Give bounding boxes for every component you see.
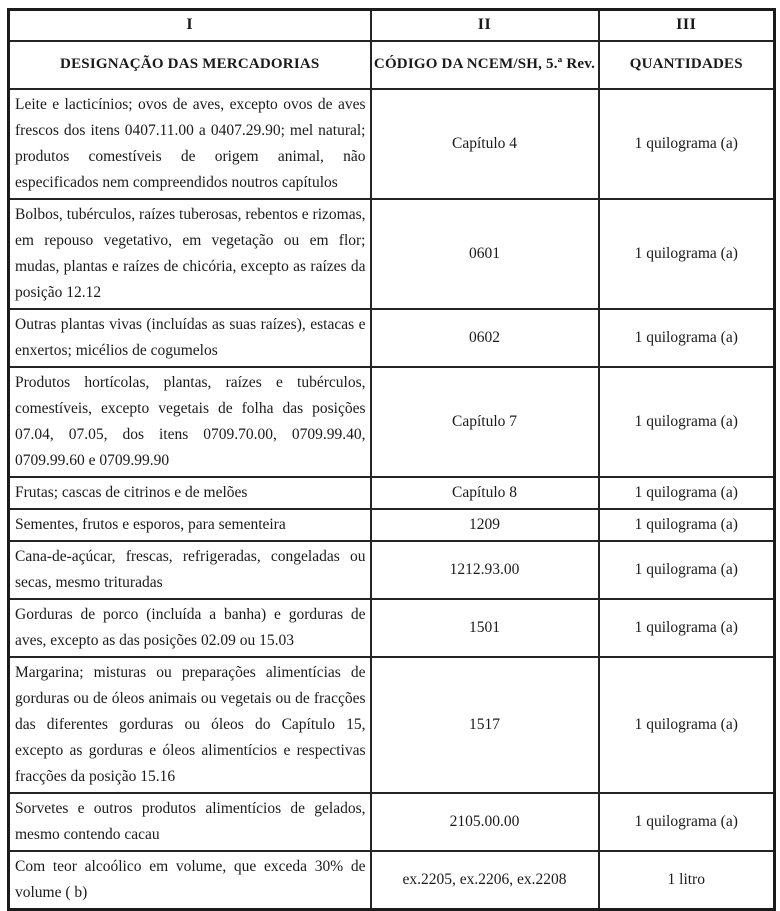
table-row	[9, 89, 775, 199]
quantity-cell: 1 quilograma (a)	[599, 509, 775, 541]
code-column-header: CÓDIGO DA NCEM/SH, 5.ª Rev.	[371, 41, 599, 89]
column-number-iii: III	[599, 10, 775, 41]
designation-cell: Sementes, frutos e esporos, para sementeira	[9, 509, 371, 541]
table-body	[9, 89, 775, 910]
table-row	[9, 541, 775, 599]
designation-cell: Produtos hortícolas, plantas, raízes e tubérculos, comestíveis, excepto vegetais de folha das posições 07.04, 07.05, dos itens 0709.70.00, 0709.99.40, 0709.99.60 e 0709.99.90	[9, 367, 371, 477]
table-row	[9, 599, 775, 657]
designation-cell: Bolbos, tubérculos, raízes tuberosas, rebentos e rizomas, em repouso vegetativo, em vegetação ou em flor; mudas, plantas e raízes de chicória, excepto as raízes da posição 12.12	[9, 199, 371, 309]
designation-cell: Sorvetes e outros produtos alimentícios de gelados, mesmo contendo cacau	[9, 793, 371, 851]
designation-cell: Outras plantas vivas (incluídas as suas raízes), estacas e enxertos; micélios de cogumelos	[9, 309, 371, 367]
table-row	[9, 199, 775, 309]
quantity-cell: 1 quilograma (a)	[599, 657, 775, 793]
quantity-cell: 1 quilograma (a)	[599, 793, 775, 851]
merchandise-table	[7, 8, 776, 911]
code-cell: 2105.00.00	[371, 793, 599, 851]
quantity-cell: 1 quilograma (a)	[599, 199, 775, 309]
table-row	[9, 477, 775, 509]
code-cell: Capítulo 4	[371, 89, 599, 199]
code-cell: 1212.93.00	[371, 541, 599, 599]
quantity-cell: 1 litro	[599, 851, 775, 910]
designation-cell: Gorduras de porco (incluída a banha) e gorduras de aves, excepto as das posições 02.09 ou 15.03	[9, 599, 371, 657]
quantity-cell: 1 quilograma (a)	[599, 477, 775, 509]
code-cell: 1517	[371, 657, 599, 793]
quantity-cell: 1 quilograma (a)	[599, 541, 775, 599]
column-number-i: I	[9, 10, 371, 41]
code-cell: 1501	[371, 599, 599, 657]
table-header	[9, 10, 775, 89]
column-title-row	[9, 41, 775, 89]
code-cell: 1209	[371, 509, 599, 541]
table-row	[9, 367, 775, 477]
table-row	[9, 793, 775, 851]
quantities-column-header: QUANTIDADES	[599, 41, 775, 89]
designation-cell: Frutas; cascas de citrinos e de melões	[9, 477, 371, 509]
designation-cell: Com teor alcoólico em volume, que exceda 30% de volume ( b)	[9, 851, 371, 910]
table-row	[9, 657, 775, 793]
quantity-cell: 1 quilograma (a)	[599, 367, 775, 477]
designation-column-header: DESIGNAÇÃO DAS MERCADORIAS	[9, 41, 371, 89]
code-cell: Capítulo 7	[371, 367, 599, 477]
code-cell: 0602	[371, 309, 599, 367]
table-row	[9, 851, 775, 910]
designation-cell: Cana-de-açúcar, frescas, refrigeradas, congeladas ou secas, mesmo trituradas	[9, 541, 371, 599]
table-row	[9, 309, 775, 367]
code-cell: 0601	[371, 199, 599, 309]
quantity-cell: 1 quilograma (a)	[599, 89, 775, 199]
designation-cell: Margarina; misturas ou preparações alimentícias de gorduras ou de óleos animais ou vegetais ou de fracções das diferentes gorduras ou óleos do Capítulo 15, excepto as gorduras e óleos alimentícios e respectivas fracções da posição 15.16	[9, 657, 371, 793]
designation-cell: Leite e lacticínios; ovos de aves, excepto ovos de aves frescos dos itens 0407.11.00 a 0407.29.90; mel natural; produtos comestíveis de origem animal, não especificados nem compreendidos noutros capítulos	[9, 89, 371, 199]
code-cell: Capítulo 8	[371, 477, 599, 509]
quantity-cell: 1 quilograma (a)	[599, 309, 775, 367]
column-number-ii: II	[371, 10, 599, 41]
code-cell: ex.2205, ex.2206, ex.2208	[371, 851, 599, 910]
column-number-row	[9, 10, 775, 41]
table-row	[9, 509, 775, 541]
quantity-cell: 1 quilograma (a)	[599, 599, 775, 657]
